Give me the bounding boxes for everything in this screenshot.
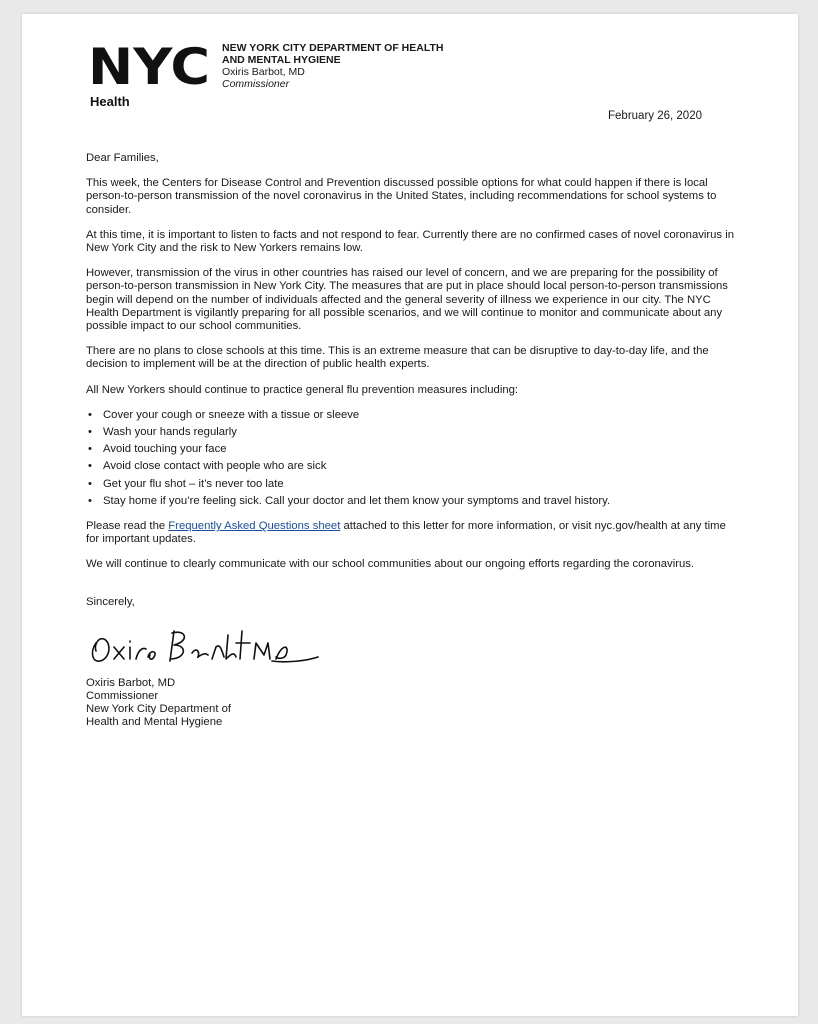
signer-org-line1: New York City Department of (86, 703, 232, 716)
faq-link[interactable]: Frequently Asked Questions sheet (168, 520, 341, 533)
paragraph-cdc: This week, the Centers for Disease Control and Prevention discussed possible options for what could happen if there is local person-to-person transmission of the novel coronavirus in the United States, including recommendations for school systems to consider. (86, 177, 717, 216)
list-item: • Wash your hands regularly (86, 426, 736, 439)
letter-page (22, 14, 798, 1016)
paragraph-transmission: However, transmission of the virus in other countries has raised our level of concern, and we are preparing for the possibility of person-to-person transmission in New York City. The measures that are put in place should local person-to-person transmissions begin will depend on the number of individuals affected and the general severity of illness we experience in our city. The NYC Health Department is vigilantly preparing for all possible scenarios, and we will continue to monitor and communicate about any possible impact to our school communities. (86, 267, 728, 333)
department-header (222, 42, 452, 90)
commissioner-name: Oxiris Barbot, MD (222, 66, 305, 78)
signature-block (86, 677, 736, 730)
list-item: • Avoid touching your face (86, 443, 736, 456)
list-item: • Avoid close contact with people who are sick (86, 460, 736, 473)
handwritten-signature (86, 621, 736, 669)
list-item: • Cover your cough or sneeze with a tissue or sleeve (86, 409, 736, 422)
greeting: Dear Families, (86, 152, 159, 164)
paragraph-prevention: All New Yorkers should continue to practice general flu prevention measures including: (86, 383, 519, 396)
nyc-health-logo (88, 40, 212, 112)
paragraph-faq (86, 520, 736, 546)
list-item: • Get your flu shot – it’s never too late (86, 478, 736, 491)
faq-text-before: Please read the (86, 520, 169, 533)
list-item: • Stay home if you’re feeling sick. Call your doctor and let them know your symptoms and travel history. (86, 495, 736, 508)
department-name: NEW YORK CITY DEPARTMENT OF HEALTH AND MENTAL HYGIENE (222, 42, 444, 66)
letter-date: February 26, 2020 (608, 110, 702, 122)
paragraph-schools: There are no plans to close schools at this time. This is an extreme measure that can be disruptive to day-to-day life, and the decision to implement will be at the direction of public health experts. (86, 345, 709, 371)
sign-off: Sincerely, (86, 595, 135, 608)
paragraph-facts: At this time, it is important to listen to facts and not respond to fear. Currently there are no confirmed cases of novel coronavirus in New York City and the risk to New Yorkers remains low. (86, 228, 735, 255)
signer-org-line2: Health and Mental Hygiene (86, 716, 223, 729)
faq-text-after: attached to this letter for more information, or visit nyc.gov/health at any time for important updates. (86, 520, 726, 546)
commissioner-title: Commissioner (222, 78, 290, 90)
paragraph-closing: We will continue to clearly communicate with our school communities about our ongoing efforts regarding the coronavirus. (86, 558, 695, 571)
logo-subtext: Health (90, 94, 130, 109)
prevention-list (86, 409, 736, 508)
signer-name: Oxiris Barbot, MD (86, 676, 176, 689)
logo-wordmark: NYC (88, 40, 210, 96)
letter-body (86, 152, 736, 730)
signer-title: Commissioner (86, 690, 159, 703)
